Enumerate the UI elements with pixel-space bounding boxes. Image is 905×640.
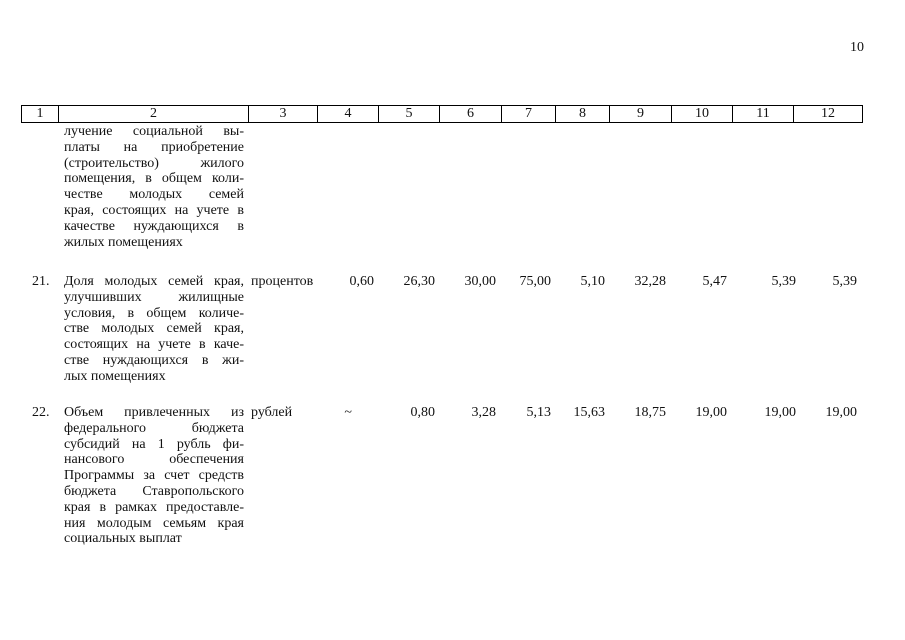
header-col-11: 11: [733, 106, 794, 123]
continuation-description: [64, 124, 244, 250]
row-22-unit: рублей: [251, 405, 293, 420]
row-22-line: Объем привлеченных из: [64, 405, 244, 420]
continuation-line: помещения, в общем коли-: [64, 171, 244, 187]
row-22-line: субсидий на 1 рубль фи-: [64, 436, 244, 452]
continuation-line: края, состоящих на учете в: [64, 202, 244, 218]
row-22-col-10: 19,00: [695, 405, 727, 420]
row-21-line: Доля молодых семей края,: [64, 274, 244, 289]
row-21-unit: процентов: [251, 274, 314, 289]
row-21-col-9: 32,28: [634, 274, 666, 289]
row-22-col-5: 0,80: [410, 405, 435, 420]
continuation-line: платы на приобретение: [64, 139, 244, 155]
header-col-2: 2: [59, 106, 249, 123]
row-21-col-6: 30,00: [464, 274, 496, 289]
page-number: 10: [850, 40, 864, 55]
continuation-line: качестве нуждающихся в: [64, 218, 244, 234]
row-21-col-5: 26,30: [403, 274, 435, 289]
row-22-line: федерального бюджета: [64, 420, 244, 436]
row-22-line: Программы за счет средств: [64, 468, 244, 484]
row-21-col-7: 75,00: [519, 274, 551, 289]
row-22-line: бюджета Ставропольского: [64, 483, 244, 499]
row-21-col-8: 5,10: [580, 274, 605, 289]
header-col-7: 7: [502, 106, 556, 123]
row-22-line: ния молодым семьям края: [64, 515, 244, 531]
row-22-description: [64, 405, 244, 547]
row-22-col-9: 18,75: [634, 405, 666, 420]
row-22-col-7: 5,13: [526, 405, 551, 420]
row-22-line: социальных выплат: [64, 531, 182, 547]
header-col-8: 8: [556, 106, 610, 123]
header-col-12: 12: [794, 106, 863, 123]
continuation-line: честве молодых семей: [64, 187, 244, 203]
row-21-number: 21.: [32, 274, 50, 289]
row-21-line: улучшивших жилищные: [64, 289, 244, 305]
row-21-line: лых помещениях: [64, 368, 166, 384]
continuation-line: лучение социальной вы-: [64, 124, 244, 139]
row-21-line: условия, в общем количе-: [64, 305, 244, 321]
header-col-3: 3: [249, 106, 318, 123]
header-col-1: 1: [22, 106, 59, 123]
row-22-col-6: 3,28: [471, 405, 496, 420]
header-col-6: 6: [440, 106, 502, 123]
row-22-number: 22.: [32, 405, 50, 420]
row-21-description: [64, 274, 244, 385]
row-22-line: края в рамках предоставле-: [64, 499, 244, 515]
row-22-col-4: ~: [344, 405, 352, 420]
row-21-line: стве молодых семей края,: [64, 321, 244, 337]
row-22-col-12: 19,00: [825, 405, 857, 420]
column-number-header: [21, 105, 863, 123]
row-21-col-12: 5,39: [832, 274, 857, 289]
header-col-9: 9: [610, 106, 672, 123]
header-col-4: 4: [318, 106, 379, 123]
row-21-line: состоящих на учете в каче-: [64, 337, 244, 353]
header-col-10: 10: [672, 106, 733, 123]
row-22-line: нансового обеспечения: [64, 452, 244, 468]
row-21-col-4: 0,60: [349, 274, 374, 289]
continuation-line: (строительство) жилого: [64, 155, 244, 171]
header-col-5: 5: [379, 106, 440, 123]
row-22-col-11: 19,00: [764, 405, 796, 420]
row-21-col-11: 5,39: [771, 274, 796, 289]
row-21-line: стве нуждающихся в жи-: [64, 352, 244, 368]
row-21-col-10: 5,47: [702, 274, 727, 289]
continuation-line: жилых помещениях: [64, 234, 183, 250]
row-22-col-8: 15,63: [573, 405, 605, 420]
